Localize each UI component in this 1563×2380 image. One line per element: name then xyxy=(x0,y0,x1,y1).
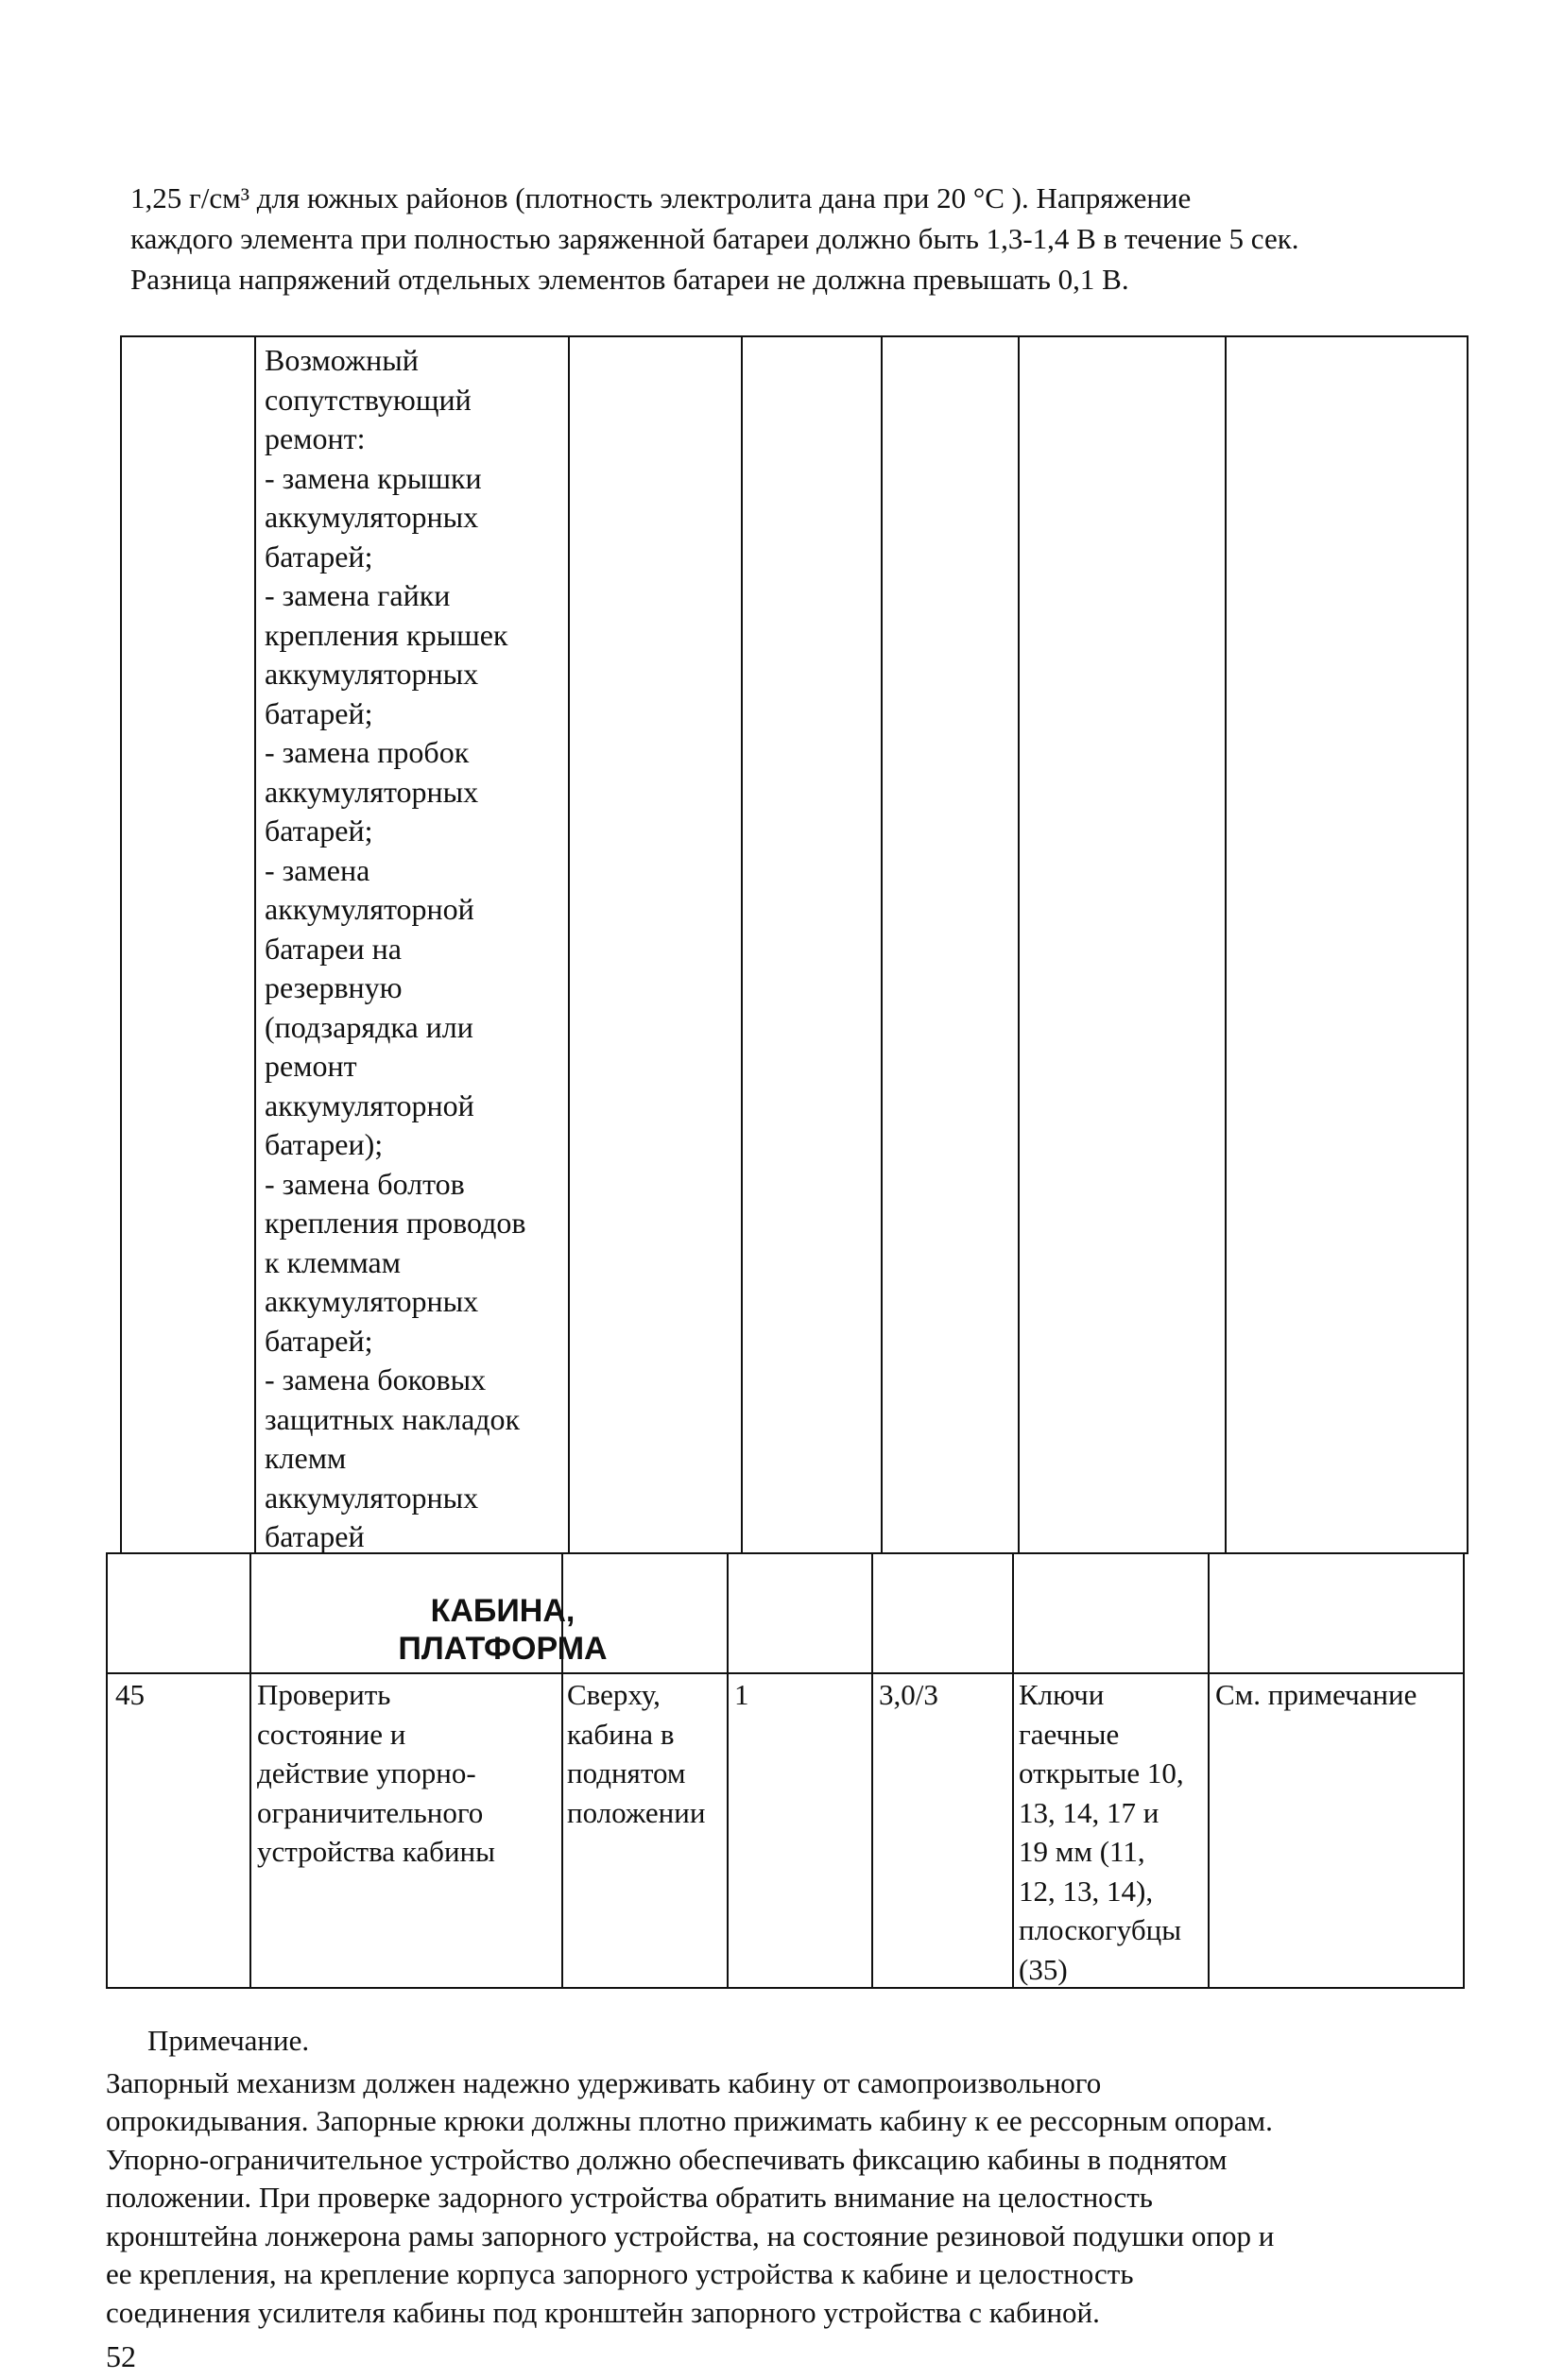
count-cell: 1 xyxy=(734,1678,749,1711)
repair-line: батарей xyxy=(265,1519,365,1553)
column-divider xyxy=(1012,1554,1014,1987)
operation-cell xyxy=(257,1675,495,1872)
repair-line: клемм xyxy=(265,1441,347,1475)
intro-line: Разница напряжений отдельных элементов батареи не должна превышать 0,1 В. xyxy=(130,263,1129,296)
repair-list-cell xyxy=(265,341,567,1557)
repair-line: аккумуляторной xyxy=(265,1087,474,1122)
operation-line: Проверить xyxy=(257,1678,391,1711)
tools-cell xyxy=(1019,1675,1184,1989)
intro-line: 1,25 г/см³ для южных районов (плотность электролита дана при 20 °С ). Напряжение xyxy=(130,181,1192,214)
repair-line: крепления проводов xyxy=(265,1206,526,1240)
repair-line: - замена крышки xyxy=(265,460,482,495)
tools-line: открытые 10, xyxy=(1019,1756,1184,1789)
repair-line: батареи на xyxy=(265,931,402,966)
repair-line: защитных накладок xyxy=(265,1401,521,1436)
note-line: положении. При проверке задорного устройства обратить внимание на целостность xyxy=(106,2181,1153,2214)
location-line: кабина в xyxy=(567,1717,675,1751)
column-divider xyxy=(741,337,743,1552)
tools-line: 13, 14, 17 и xyxy=(1019,1795,1159,1829)
section-heading: КАБИНА, ПЛАТФОРМА xyxy=(398,1593,608,1667)
location-line: Сверху, xyxy=(567,1678,661,1711)
note-line: ее крепления, на крепление корпуса запорного устройства к кабине и целостность xyxy=(106,2257,1134,2290)
location-line: положении xyxy=(567,1795,706,1829)
repair-line: батарей; xyxy=(265,813,373,848)
repair-line: - замена гайки xyxy=(265,578,451,612)
intro-paragraph xyxy=(130,178,1472,300)
repair-line: крепления крышек xyxy=(265,617,508,652)
note-line: опрокидывания. Запорные крюки должны плотно прижимать кабину к ее рессорным опорам. xyxy=(106,2104,1273,2137)
location-cell xyxy=(567,1675,705,1832)
repair-line: резервную xyxy=(265,970,403,1004)
repair-line: батарей; xyxy=(265,695,373,730)
column-divider xyxy=(249,1554,251,1987)
repair-line: аккумуляторных xyxy=(265,1284,479,1318)
note-block xyxy=(106,2022,1467,2332)
cabin-platform-table xyxy=(106,1552,1465,1989)
repair-line: аккумуляторных xyxy=(265,657,479,691)
column-divider xyxy=(1208,1554,1210,1987)
repair-line: - замена боковых xyxy=(265,1362,487,1396)
column-divider xyxy=(1018,337,1020,1552)
repair-line: аккумуляторных xyxy=(265,1480,479,1515)
tools-line: гаечные xyxy=(1019,1717,1120,1751)
repair-line: (подзарядка или xyxy=(265,1009,473,1044)
repair-line: ремонт xyxy=(265,1049,357,1083)
repair-line: Возможный xyxy=(265,343,419,377)
column-divider xyxy=(1225,337,1227,1552)
intro-line: каждого элемента при полностью заряженной батареи должно быть 1,3-1,4 В в течение 5 сек. xyxy=(130,222,1299,255)
repair-line: аккумуляторных xyxy=(265,774,479,809)
repair-line: ремонт: xyxy=(265,421,366,455)
tools-line: 12, 13, 14), xyxy=(1019,1874,1154,1908)
note-line: соединения усилителя кабины под кронштейн запорного устройства с кабиной. xyxy=(106,2295,1100,2329)
note-line: Запорный механизм должен надежно удерживать кабину от самопроизвольного xyxy=(106,2065,1102,2099)
tools-line: плоскогубцы xyxy=(1019,1913,1182,1946)
repair-line: аккумуляторной xyxy=(265,892,474,926)
repair-line: батарей; xyxy=(265,1323,373,1358)
note-line: Упорно-ограничительное устройство должно обеспечивать фиксацию кабины в поднятом xyxy=(106,2142,1228,2176)
column-divider xyxy=(871,1554,873,1987)
column-divider xyxy=(881,337,883,1552)
repair-line: - замена пробок xyxy=(265,735,470,769)
column-divider xyxy=(568,337,570,1552)
location-line: поднятом xyxy=(567,1756,686,1789)
page-number: 52 xyxy=(106,2339,136,2373)
repair-line: - замена xyxy=(265,852,370,887)
row-number: 45 xyxy=(115,1678,145,1711)
time-cell: 3,0/3 xyxy=(879,1678,938,1711)
repair-table-continuation xyxy=(120,335,1469,1554)
tools-line: 19 мм (11, xyxy=(1019,1835,1145,1868)
operation-line: действие упорно- xyxy=(257,1756,476,1789)
row-divider xyxy=(108,1672,1463,1674)
repair-line: к клеммам xyxy=(265,1244,401,1279)
repair-line: аккумуляторных xyxy=(265,500,479,534)
note-line: кронштейна лонжерона рамы запорного устройства, на состояние резиновой подушки опор и xyxy=(106,2218,1275,2252)
remark-cell: См. примечание xyxy=(1215,1678,1417,1711)
note-title: Примечание. xyxy=(147,2024,310,2057)
operation-line: устройства кабины xyxy=(257,1835,495,1868)
column-divider xyxy=(727,1554,729,1987)
tools-line: Ключи xyxy=(1019,1678,1105,1711)
repair-line: сопутствующий xyxy=(265,382,472,417)
repair-line: батарей; xyxy=(265,539,373,574)
repair-line: - замена болтов xyxy=(265,1166,465,1201)
operation-line: состояние и xyxy=(257,1717,406,1751)
tools-line: (35) xyxy=(1019,1952,1068,1986)
operation-line: ограничительного xyxy=(257,1795,484,1829)
repair-line: батареи); xyxy=(265,1127,384,1161)
column-divider xyxy=(254,337,256,1552)
